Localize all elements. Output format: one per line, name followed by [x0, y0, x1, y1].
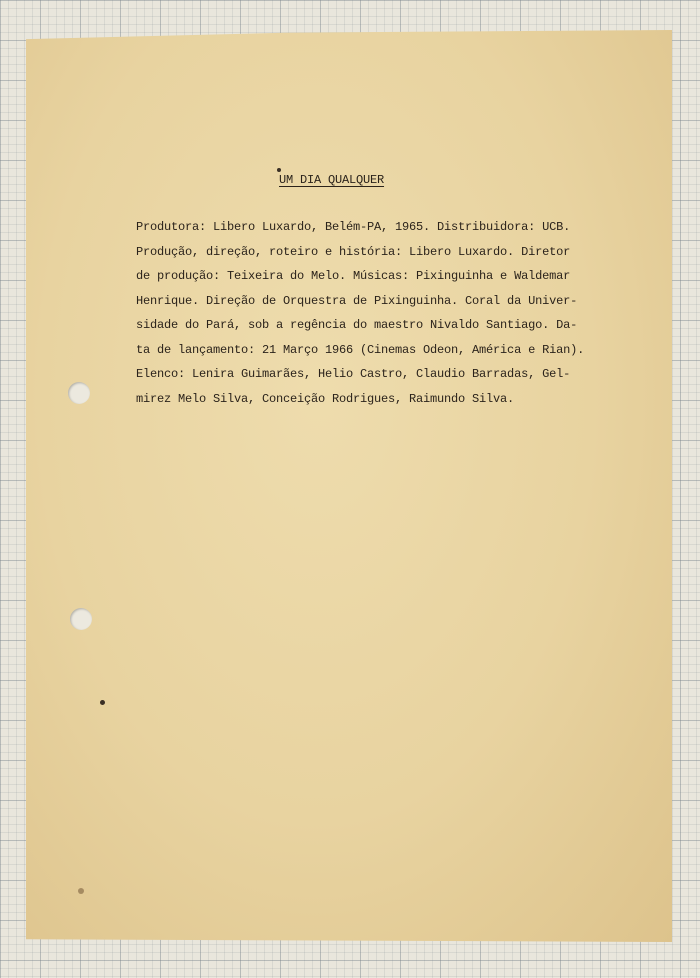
- text-line: Henrique. Direção de Orquestra de Pixinguinha. Coral da Univer-: [136, 293, 578, 308]
- film-credits-paragraph: [136, 215, 606, 411]
- text-line: Produtora: Libero Luxardo, Belém-PA, 1965. Distribuidora: UCB.: [136, 220, 571, 234]
- ink-spot: [277, 168, 281, 172]
- ink-spot: [100, 700, 105, 705]
- punch-hole-lower: [70, 608, 92, 630]
- text-line: de produção: Teixeira do Melo. Músicas: Pixinguinha e Waldemar: [136, 269, 571, 283]
- punch-hole-upper: [68, 382, 90, 404]
- paper-stain: [78, 888, 84, 894]
- text-line: ta de lançamento: 21 Março 1966 (Cinemas Odeon, América e Rian).: [136, 342, 585, 357]
- document-title: UM DIA QUALQUER: [279, 173, 385, 187]
- text-line: mirez Melo Silva, Conceição Rodrigues, Raimundo Silva.: [136, 391, 515, 406]
- text-line: Elenco: Lenira Guimarães, Helio Castro, Claudio Barradas, Gel-: [136, 367, 571, 381]
- text-line: Produção, direção, roteiro e história: Libero Luxardo. Diretor: [136, 244, 571, 259]
- typed-page: [26, 30, 672, 942]
- text-line: sidade do Pará, sob a regência do maestro Nivaldo Santiago. Da-: [136, 318, 578, 332]
